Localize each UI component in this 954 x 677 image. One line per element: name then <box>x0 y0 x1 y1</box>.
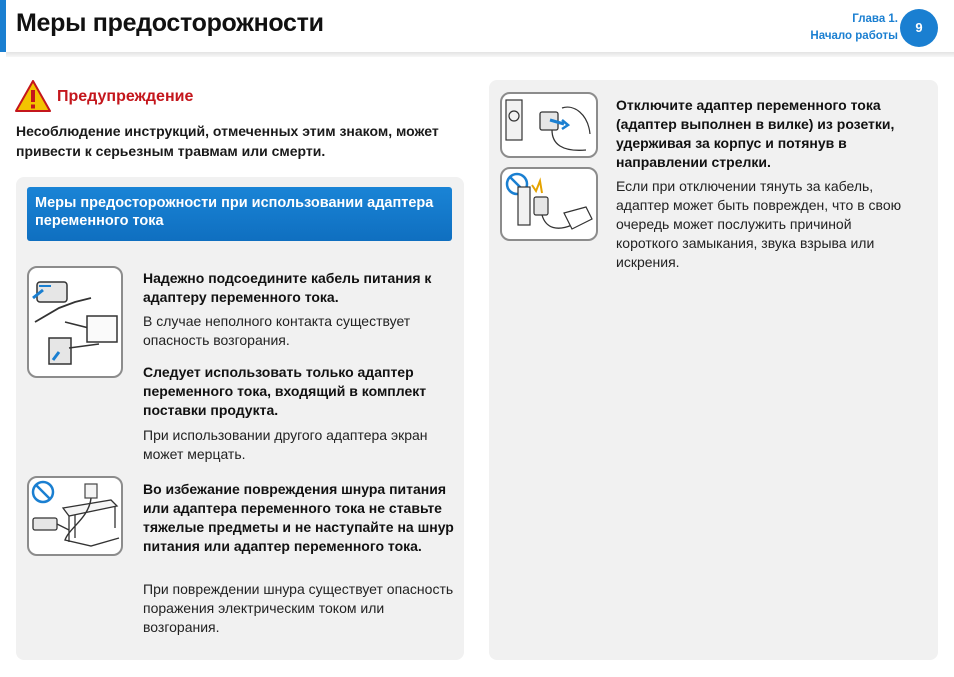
item-3-bold-text: Во избежание повреждения шнура питания или адаптера переменного тока не ставьте тяжелые предметы и не наступайте на шнур питания или адаптер переменного тока. <box>143 481 454 554</box>
chapter-label <box>810 11 898 45</box>
header-accent-bar <box>0 0 6 52</box>
item-2-bold-text: Следует использовать только адаптер переменного тока, входящий в комплект поставки продукта. <box>143 364 427 418</box>
unplug-correct-illustration <box>500 92 598 158</box>
item-4-bold-text: Отключите адаптер переменного тока (адаптер выполнен в вилке) из розетки, удерживая за корпус и потянув в направлении стрелки. <box>616 97 895 170</box>
chapter-number: Глава 1. <box>852 13 898 25</box>
adapter-connection-illustration <box>27 266 123 378</box>
item-3-normal-text: При повреждении шнура существует опасность поражения электрическим током или возгорания. <box>143 581 454 635</box>
warning-triangle-icon <box>15 80 51 112</box>
item-1-bold-text: Надежно подсоедините кабель питания к адаптеру переменного тока. <box>143 270 432 305</box>
item-4-normal-text: Если при отключении тянуть за кабель, адаптер может быть поврежден, что в свою очередь может послужить причиной короткого замыкания, звука взрыва или искрения. <box>616 178 902 270</box>
section-heading <box>27 187 452 241</box>
page-title: Меры предосторожности <box>16 9 324 37</box>
section-heading-text: Меры предосторожности при использовании адаптера переменного тока <box>35 195 434 229</box>
item-1-normal-text: В случае неполного контакта существует опасность возгорания. <box>143 313 411 348</box>
unplug-wrong-illustration <box>500 167 598 241</box>
page-number-badge: 9 <box>900 9 938 47</box>
item-2-normal-text: При использовании другого адаптера экран может мерцать. <box>143 427 428 462</box>
chapter-name: Начало работы <box>810 30 898 42</box>
warning-text: Несоблюдение инструкций, отмеченных этим знаком, может привести к серьезным травмам или смерти. <box>16 123 439 159</box>
header-divider <box>6 52 954 57</box>
cord-under-table-illustration <box>27 476 123 556</box>
warning-title: Предупреждение <box>57 88 194 105</box>
